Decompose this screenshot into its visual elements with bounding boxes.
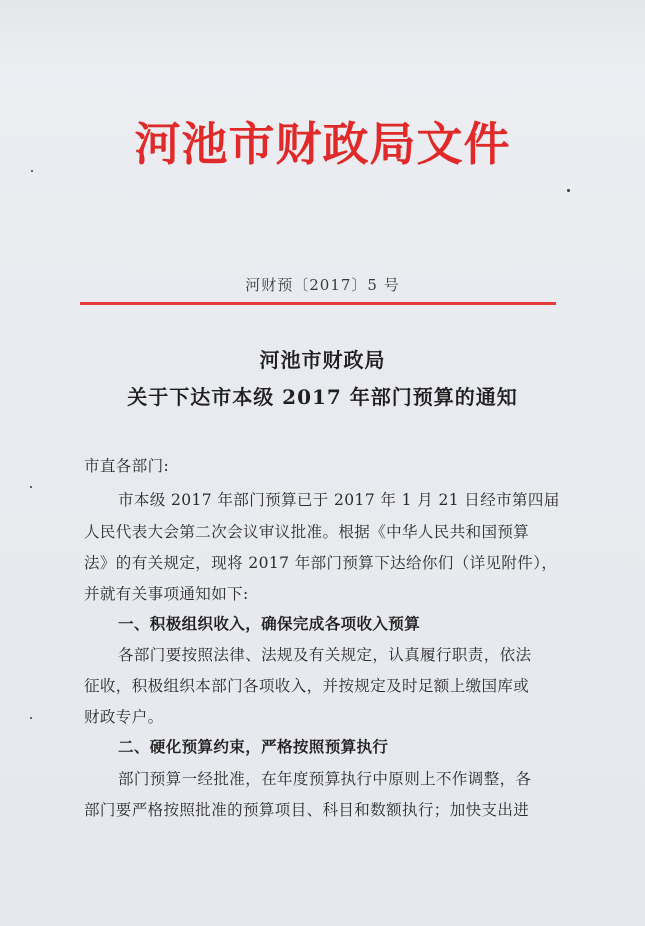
document-number: 河财预〔2017〕5 号: [245, 276, 400, 294]
body-line: 财政专户。: [84, 708, 164, 726]
section-heading: 一、积极组织收入，确保完成各项收入预算: [118, 614, 421, 633]
scan-speck: [31, 170, 33, 172]
body-line: 并就有关事项通知如下:: [84, 585, 249, 603]
document-title-line1: 河池市财政局: [259, 348, 386, 372]
red-separator-line: [80, 302, 556, 305]
body-line: 各部门要按照法律、法规及有关规定，认真履行职责，依法: [118, 646, 532, 664]
scan-speck: [30, 486, 32, 488]
section-heading: 二、硬化预算约束，严格按照预算执行: [118, 737, 389, 756]
scan-speck: [30, 717, 32, 719]
body-line: 部门预算一经批准，在年度预算执行中原则上不作调整，各: [118, 770, 532, 788]
body-line: 征收，积极组织本部门各项收入，并按规定及时足额上缴国库或: [84, 677, 530, 695]
body-line: 市本级 2017 年部门预算已于 2017 年 1 月 21 日经市第四届: [118, 491, 560, 509]
document-masthead: 河池市财政局文件: [134, 117, 511, 171]
document-title-line2: 关于下达市本级 2017 年部门预算的通知: [127, 385, 518, 409]
body-line: 部门要严格按照批准的预算项目、科目和数额执行；加快支出进: [84, 801, 530, 819]
salutation: 市直各部门:: [84, 457, 170, 475]
scan-shadow: [0, 0, 645, 70]
scan-speck: [567, 189, 570, 192]
body-line: 人民代表大会第二次会议审议批准。根据《中华人民共和国预算: [84, 523, 530, 541]
body-line: 法》的有关规定，现将 2017 年部门预算下达给你们（详见附件），: [84, 554, 558, 572]
